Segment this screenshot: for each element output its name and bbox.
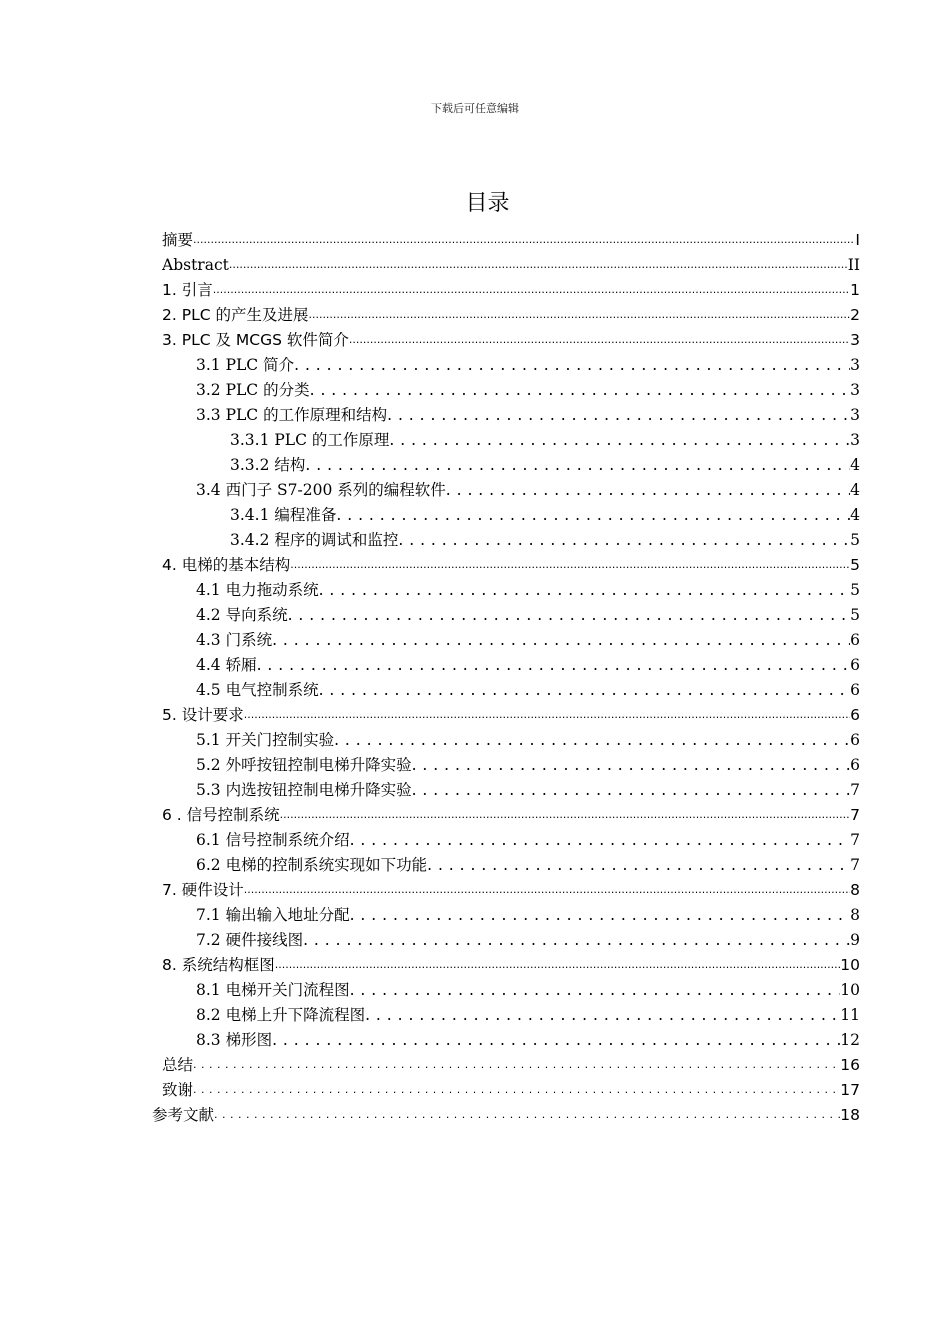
toc-leader — [193, 1054, 840, 1074]
toc-entry-label: 5.3 内选按钮控制电梯升降实验 — [196, 781, 412, 799]
toc-entry-page: 18 — [840, 1106, 860, 1124]
toc-entry-label: 摘要 — [162, 231, 194, 249]
toc-entry-page: 9 — [850, 931, 860, 949]
toc-entry-page: 12 — [840, 1031, 860, 1049]
toc-leader — [349, 329, 850, 349]
toc-entry-page: 3 — [850, 356, 860, 374]
toc-entry[interactable] — [162, 949, 860, 974]
toc-entry-page: 6 — [850, 631, 860, 649]
toc-entry[interactable] — [196, 999, 860, 1024]
toc-leader — [193, 229, 855, 249]
toc-entry-label: 8.2 电梯上升下降流程图 — [196, 1006, 366, 1024]
toc-entry[interactable] — [196, 674, 860, 699]
toc-leader — [272, 1031, 840, 1049]
toc-entry-page: 3 — [850, 406, 860, 424]
toc-entry-label: 4.5 电气控制系统 — [196, 681, 319, 699]
toc-entry[interactable] — [196, 474, 860, 499]
toc-entry-page: 5 — [850, 531, 860, 549]
toc-entry-page: 6 — [850, 706, 860, 724]
toc-entry-page: 7 — [850, 781, 860, 799]
toc-leader — [244, 704, 850, 724]
toc-entry[interactable] — [162, 549, 860, 574]
toc-entry-label: 7. 硬件设计 — [162, 881, 244, 899]
toc-leader — [244, 879, 850, 899]
toc-entry-page: 6 — [850, 656, 860, 674]
toc-entry-label: 5.2 外呼按钮控制电梯升降实验 — [196, 756, 412, 774]
toc-entry-page: I — [855, 231, 860, 249]
toc-entry-page: 6 — [850, 681, 860, 699]
toc-entry-page: 5 — [850, 606, 860, 624]
toc-entry[interactable] — [196, 599, 860, 624]
toc-entry[interactable] — [162, 699, 860, 724]
toc-entry-page: 2 — [850, 306, 860, 324]
toc-leader — [294, 356, 850, 374]
toc-entry[interactable] — [196, 1024, 860, 1049]
toc-entry-label: 1. 引言 — [162, 281, 213, 299]
toc-entry-page: 3 — [850, 431, 860, 449]
toc-leader — [272, 631, 850, 649]
toc-entry[interactable] — [162, 299, 860, 324]
toc-entry-label: 5. 设计要求 — [162, 706, 244, 724]
toc-entry-page: 11 — [840, 1006, 860, 1024]
toc-entry-page: 8 — [850, 906, 860, 924]
toc-entry[interactable] — [196, 974, 860, 999]
toc-entry[interactable] — [196, 724, 860, 749]
toc-entry-label: 3.4 西门子 S7-200 系列的编程软件 — [196, 481, 446, 499]
toc-entry[interactable] — [230, 424, 860, 449]
toc-leader — [387, 406, 850, 424]
toc-entry[interactable] — [162, 874, 860, 899]
toc-entry-page: 10 — [840, 981, 860, 999]
toc-leader — [305, 456, 850, 474]
toc-leader — [257, 656, 851, 674]
toc-entry-label: 6.1 信号控制系统介绍 — [196, 831, 350, 849]
toc-entry-page: 7 — [850, 831, 860, 849]
toc-leader — [365, 1006, 840, 1024]
toc-entry[interactable] — [196, 574, 860, 599]
toc-entry-label: 4.1 电力拖动系统 — [196, 581, 319, 599]
toc-entry[interactable] — [230, 499, 860, 524]
toc-leader — [310, 381, 851, 399]
toc-entry[interactable] — [162, 1049, 860, 1074]
toc-leader — [412, 756, 851, 774]
toc-entry-label: 8. 系统结构框图 — [162, 956, 275, 974]
toc-entry-label: 5.1 开关门控制实验 — [196, 731, 335, 749]
toc-entry-page: 6 — [850, 756, 860, 774]
toc-entry-page: 16 — [840, 1056, 860, 1074]
toc-entry-page: 8 — [850, 881, 860, 899]
toc-entry[interactable] — [162, 249, 860, 274]
toc-entry[interactable] — [162, 324, 860, 349]
toc-entry-page: 5 — [850, 581, 860, 599]
toc-entry[interactable] — [196, 624, 860, 649]
toc-leader — [389, 431, 850, 449]
toc-leader — [308, 304, 850, 324]
toc-entry-label: 3.3.1 PLC 的工作原理 — [230, 431, 390, 449]
toc-entry-label: Abstract — [162, 256, 229, 274]
toc-entry[interactable] — [196, 774, 860, 799]
toc-leader — [319, 681, 851, 699]
toc-entry[interactable] — [196, 899, 860, 924]
toc-entry-page: 3 — [850, 381, 860, 399]
toc-entry[interactable] — [196, 374, 860, 399]
toc-leader — [427, 856, 850, 874]
toc-entry-page: 7 — [850, 856, 860, 874]
toc-entry[interactable] — [196, 924, 860, 949]
toc-entry[interactable] — [196, 824, 860, 849]
toc-title: 目录 — [465, 190, 510, 216]
toc-entry-page: 7 — [850, 806, 860, 824]
toc-leader — [288, 606, 851, 624]
toc-entry-label: 4.4 轿厢 — [196, 656, 257, 674]
header-note: 下载后可任意编辑 — [431, 102, 519, 115]
toc-entry-page: 10 — [840, 956, 860, 974]
toc-entry-page: 3 — [850, 331, 860, 349]
toc-leader — [229, 254, 848, 274]
toc-entry-label: 参考文献 — [152, 1106, 215, 1124]
toc-entry-label: 3.3 PLC 的工作原理和结构 — [196, 406, 388, 424]
toc-entry[interactable] — [162, 274, 860, 299]
toc-entry-page: 6 — [850, 731, 860, 749]
toc-leader — [350, 981, 841, 999]
toc-entry[interactable] — [196, 399, 860, 424]
toc-leader — [446, 481, 850, 499]
toc-entry-page: 4 — [850, 456, 860, 474]
toc-entry-page: 17 — [840, 1081, 860, 1099]
toc-entry-label: 6.2 电梯的控制系统实现如下功能 — [196, 856, 428, 874]
toc-entry[interactable] — [230, 449, 860, 474]
toc-entry-label: 3.3.2 结构 — [230, 456, 306, 474]
toc-entry[interactable] — [196, 849, 860, 874]
toc-entry-label: 致谢 — [162, 1081, 194, 1099]
toc-leader — [214, 1104, 840, 1124]
toc-entry-label: 2. PLC 的产生及进展 — [162, 306, 309, 324]
toc-entry-label: 7.2 硬件接线图 — [196, 931, 304, 949]
toc-entry-label: 3.2 PLC 的分类 — [196, 381, 310, 399]
toc-entry[interactable] — [196, 749, 860, 774]
toc-entry-label: 4. 电梯的基本结构 — [162, 556, 291, 574]
toc-leader — [213, 279, 850, 299]
toc-entry-label: 3.4.1 编程准备 — [230, 506, 337, 524]
toc-leader — [412, 781, 851, 799]
toc-entry[interactable] — [162, 799, 860, 824]
toc-entry[interactable] — [162, 224, 860, 249]
toc-leader — [336, 506, 850, 524]
toc-leader — [280, 804, 850, 824]
toc-leader — [193, 1079, 840, 1099]
toc-entry-label: 7.1 输出输入地址分配 — [196, 906, 350, 924]
toc-entry-label: 4.2 导向系统 — [196, 606, 288, 624]
toc-entry[interactable] — [230, 524, 860, 549]
toc-leader — [303, 931, 850, 949]
toc-entry-label: 8.3 梯形图 — [196, 1031, 273, 1049]
toc-leader — [398, 531, 850, 549]
toc-entry-page: 1 — [850, 281, 860, 299]
toc-entry-page: 5 — [850, 556, 860, 574]
toc-entry-page: 4 — [850, 481, 860, 499]
toc-entry-label: 8.1 电梯开关门流程图 — [196, 981, 350, 999]
toc-entry-page: II — [847, 256, 860, 274]
toc-entry-label: 3.4.2 程序的调试和监控 — [230, 531, 399, 549]
toc-entry-label: 3.1 PLC 简介 — [196, 356, 295, 374]
toc-entry-page: 4 — [850, 506, 860, 524]
toc-entry[interactable] — [162, 1074, 860, 1099]
toc-entry-label: 6 . 信号控制系统 — [162, 806, 280, 824]
toc-entry[interactable] — [196, 349, 860, 374]
toc-entry[interactable] — [196, 649, 860, 674]
toc-leader — [275, 954, 841, 974]
toc-entry[interactable] — [152, 1099, 860, 1124]
toc-entry-label: 3. PLC 及 MCGS 软件简介 — [162, 331, 349, 349]
toc-entry-label: 总结 — [162, 1056, 194, 1074]
toc-leader — [334, 731, 850, 749]
toc-entry-label: 4.3 门系统 — [196, 631, 273, 649]
toc-leader — [319, 581, 851, 599]
toc-leader — [350, 831, 851, 849]
toc-leader — [290, 554, 850, 574]
toc-leader — [350, 906, 851, 924]
